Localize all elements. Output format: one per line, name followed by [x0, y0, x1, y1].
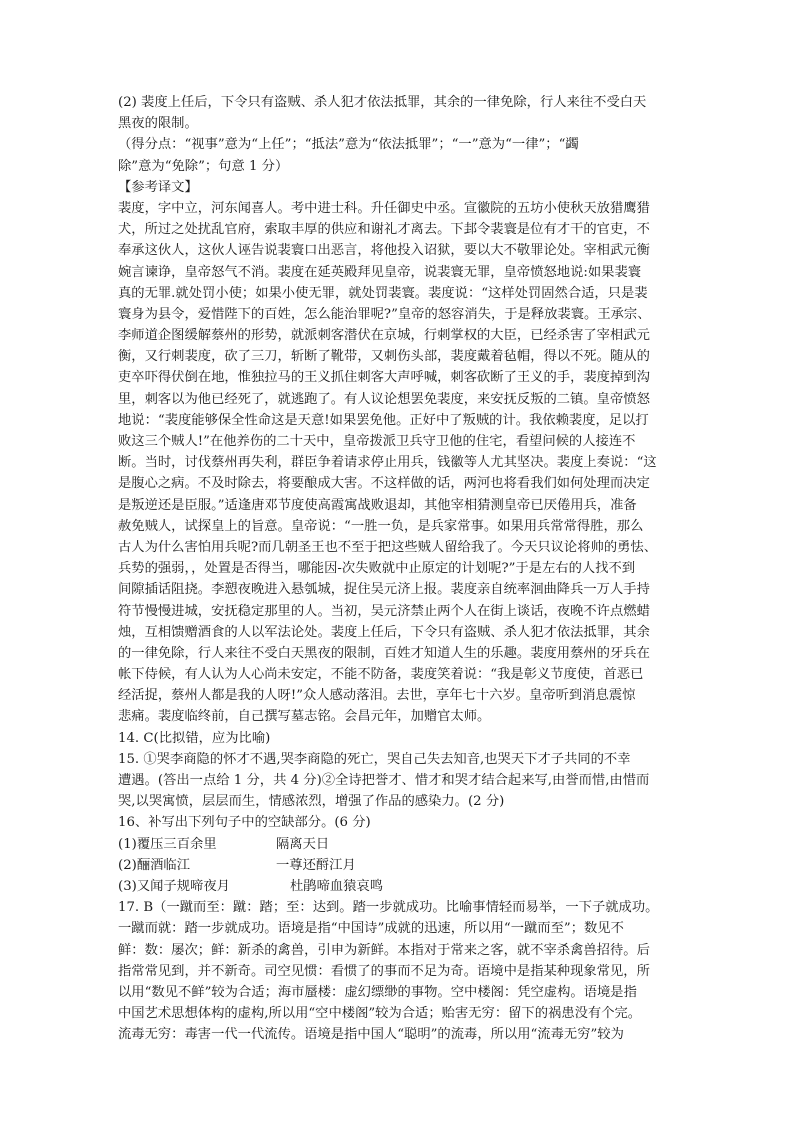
fill-blank-first: (3)又闻子规啼夜月 [118, 878, 230, 894]
scoring-note-line: 除”意为“免除”；句意 1 分） [118, 158, 289, 174]
translation-line: 古人为什么害怕用兵呢?而几朝圣王也不至于把这些贼人留给我了。今天只议论将帅的勇怯、 [118, 539, 658, 555]
document-page [118, 92, 678, 1045]
translation-line: 间隙插话阻挠。李愬夜晚进入悬瓠城，捉住吴元济上报。裴度亲自统率洄曲降兵一万人手持 [118, 582, 650, 598]
translation-line: 经活捉，蔡州人都是我的人呀!”众人感动落泪。去世，享年七十六岁。皇帝听到消息震惊 [118, 688, 636, 704]
translation-line: 兵势的强弱，，处置是否得当，哪能因-次失败就中止原定的计划呢?”于是左右的人找不到 [118, 561, 636, 577]
translation-line: 里，刺客以为他已经死了，就逃跑了。有人议论想罢免裴度，来安抚反叛的二镇。皇帝愤怒 [118, 391, 650, 407]
fill-blank-first: (1)覆压三百余里 [118, 836, 217, 852]
translation-line: 真的无罪.就处罚小使；如果小使无罪，就处罚裴寰。裴度说：“这样处罚固然合适，只是裴 [118, 285, 648, 301]
translation-line: 奉承这伙人，这伙人诬告说裴寰口出恶言，将他投入诏狱，要以大不敬罪论处。宰相武元衡 [118, 243, 650, 259]
translation-line: 帐下侍候，有人认为人心尚未安定，不能不防备，裴度笑着说：“我是彰义节度使，首恶已 [118, 667, 644, 683]
question-17-line: 以用“数见不鲜”较为合适；海市蜃楼：虚幻缥缈的事物。空中楼阁：凭空虚构。语境是指 [118, 984, 637, 1000]
translation-line: 败这三个贼人!”在他养伤的二十天中，皇帝拨派卫兵守卫他的住宅，看望问候的人接连不 [118, 434, 636, 449]
translation-line: 地说：“裴度能够保全性命这是天意!如果罢免他。正好中了叛贼的计。我依赖裴度，足以打 [118, 412, 649, 428]
translation-line: 是叛逆还是臣服。”适逢唐邓节度使高霞寓战败退却，其他宰相猜测皇帝已厌倦用兵，准备 [118, 497, 637, 513]
translation-line: 赦免贼人，试探皇上的旨意。皇帝说：“一胜一负，是兵家常事。如果用兵常常得胜，那么 [118, 518, 644, 534]
translation-heading: 【参考译文】 [118, 179, 198, 195]
question-17-line: 一蹴而就：踏一步就成功。语境是指“中国诗”成就的迅速，所以用“一蹴而至”；数见不 [118, 921, 624, 937]
translation-line: 犬，所过之处扰乱官府，索取丰厚的供应和谢礼才离去。下邽令裴寰是位有才干的官吏，不 [118, 222, 650, 238]
translation-line: 是腹心之病。不及时除去，将要酿成大害。不这样做的话，两河也将看我们如何处理而决定 [118, 476, 650, 492]
question-17-line: 流毒无穷：毒害一代一代流传。语境是指中国人“聪明”的流毒，所以用“流毒无穷”较为 [118, 1027, 624, 1043]
fill-blank-row [118, 834, 678, 855]
question-17-line: 17. B（一蹴而至：蹴：踏；至：达到。踏一步就成功。比喻事情轻而易举，一下子就成功。 [118, 900, 659, 916]
translation-line: 符节慢慢进城，安抚稳定那里的人。当初，吴元济禁止两个人在街上谈话，夜晚不许点燃蜡 [118, 603, 650, 619]
translation-line: 烛，互相馈赠酒食的人以军法论处。裴度上任后，下令只有盗贼、杀人犯才依法抵罪，其余 [118, 624, 650, 640]
fill-blank-first: (2)酾酒临江 [118, 857, 191, 873]
answer-2-line: 黑夜的限制。 [118, 116, 198, 132]
translation-line: 婉言谏诤，皇帝怒气不消。裴度在延英殿拜见皇帝，说裴寰无罪，皇帝愤怒地说:如果裴寰 [118, 264, 642, 280]
question-15-line: 遭遇。(答出一点给 1 分，共 4 分)②全诗把誉才、惜才和哭才结合起来写,由誉而惜,由惜而 [118, 773, 650, 788]
translation-line: 断。当时，讨伐蔡州再失利，群臣争着请求停止用兵，钱徽等人尤其坚决。裴度上奏说：“这 [118, 455, 657, 471]
fill-blank-second: 隔离天日 [276, 836, 330, 852]
scoring-note-line: （得分点：“视事”意为“上任”；“抵法”意为“依法抵罪”；“一”意为“一律”；“蠲 [118, 137, 579, 153]
translation-line: 的一律免除，行人来往不受白天黑夜的限制，百姓才知道人生的乐趣。裴度用蔡州的牙兵在 [118, 645, 650, 661]
question-15-line: 15. ①哭李商隐的怀才不遇,哭李商隐的死亡，哭自己失去知音,也哭天下才子共同的不幸 [118, 751, 631, 767]
translation-line: 衡，又行刺裴度，砍了三刀，斩断了靴带，又刺伤头部，裴度戴着毡帽，得以不死。随从的 [118, 349, 650, 365]
question-17-answer [118, 897, 678, 1045]
answer-2-line: (2) 裴度上任后，下令只有盗贼、杀人犯才依法抵罪，其余的一律免除，行人来往不受白天 [118, 95, 647, 110]
translation-line: 吏卒吓得伏倒在地，惟独拉马的王义抓住刺客大声呼喊，刺客砍断了王义的手，裴度掉到沟 [118, 370, 650, 386]
translation-line: 裴度，字中立，河东闻喜人。考中进士科。升任御史中丞。宣徽院的五坊小使秋天放猎鹰猎 [118, 200, 650, 216]
question-14-answer: 14. C(比拟错，应为比喻) [118, 730, 271, 746]
question-15-answer [118, 749, 678, 813]
fill-blank-second: 杜鹃啼血猿哀鸣 [290, 878, 384, 894]
question-16-answer [118, 812, 678, 897]
translation-block [118, 198, 678, 728]
answer-2-block [118, 92, 678, 177]
translation-line: 寰身为县令，爱惜陛下的百姓，怎么能治罪呢?”皇帝的怒容消失，于是释放裴寰。王承宗、 [118, 306, 651, 322]
translation-line: 悲痛。裴度临终前，自己撰写墓志铭。会昌元年，加赠官太师。 [118, 709, 491, 725]
question-17-line: 鲜：数：屡次；鲜：新杀的禽兽，引申为新鲜。本指对于常来之客，就不宰杀禽兽招待。后 [118, 942, 650, 958]
fill-blank-second: 一尊还酹江月 [276, 857, 356, 873]
fill-blank-row [118, 876, 678, 897]
fill-blank-row [118, 855, 678, 876]
question-15-line: 哭,以哭寓愤，层层而生，情感浓烈，增强了作品的感染力。(2 分) [118, 794, 505, 810]
translation-line: 李师道企图缓解蔡州的形势，就派刺客潜伏在京城，行刺掌权的大臣，已经杀害了宰相武元 [118, 328, 650, 344]
question-17-line: 中国艺术思想体构的虚构,所以用“空中楼阁”较为合适；贻害无穷：留下的祸患没有个完。 [118, 1006, 642, 1022]
question-17-line: 指常常见到，并不新奇。司空见惯：看惯了的事而不足为奇。语境中是指某种现象常见，所 [118, 963, 650, 979]
question-16-title: 16、补写出下列句子中的空缺部分。(6 分) [118, 815, 371, 831]
